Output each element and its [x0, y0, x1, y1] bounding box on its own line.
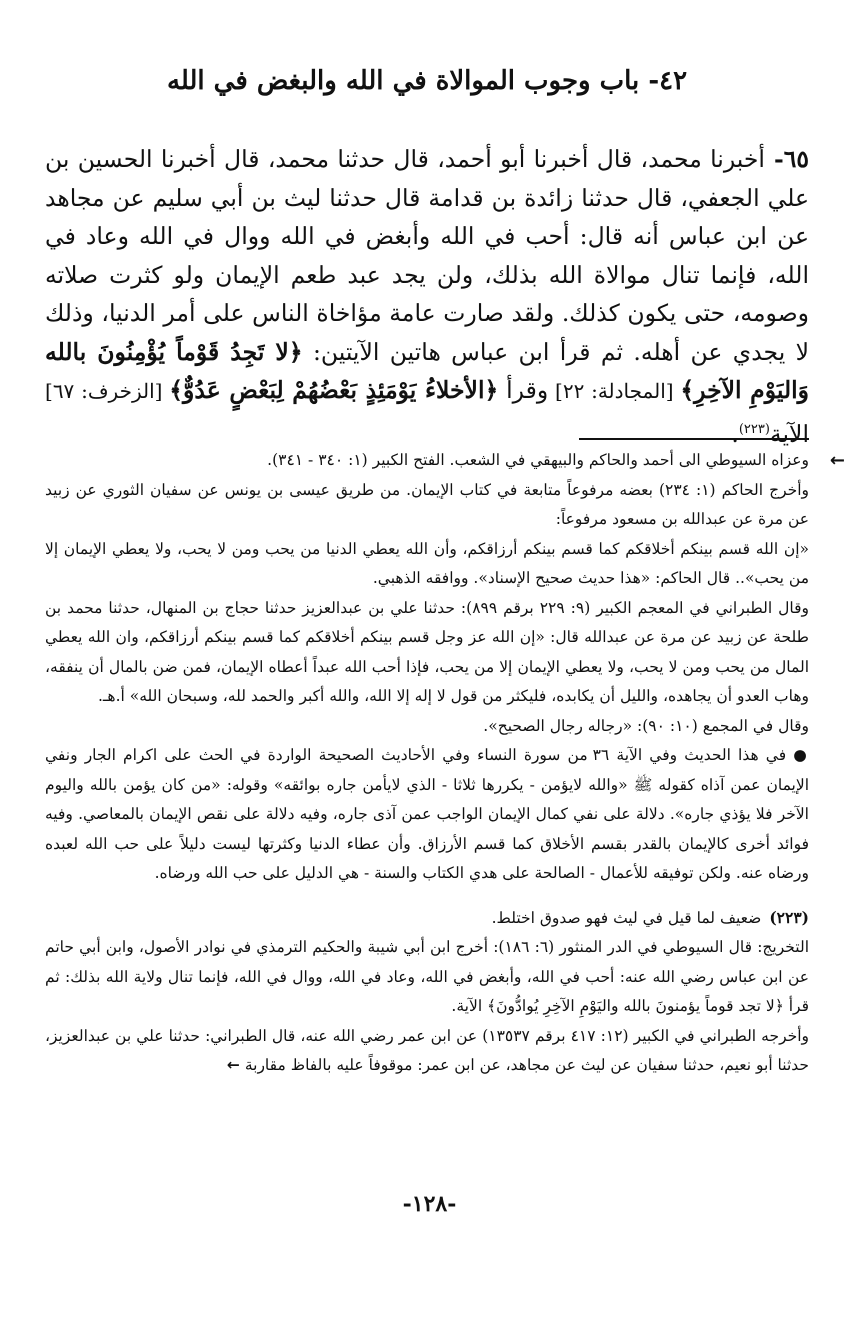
hadith-end: .: [731, 419, 739, 448]
footnotes-area: [45, 446, 845, 1081]
page-number: -١٢٨-: [402, 1191, 457, 1217]
hadith-number: ٦٥-: [764, 145, 810, 173]
hadith-tail: الآية: [769, 419, 809, 448]
hadith-body: أخبرنا محمد، قال أخبرنا أبو أحمد، قال حدثنا محمد، قال أخبرنا الحسين بن علي الجعفي، قال حدثنا زائدة بن قدامة قال حدثنا ليث بن أبي سليم عن مجاهد عن ابن عباس أنه قال: أحب في الله وأبغض في الله ووال في الله وعاد في الله، فإنما تنال موالاة الله بذلك، ولن يجد عبد طعم الإيمان ولو كثرت صلاته وصومه، حتى يكون كذلك. ولقد صارت عامة مؤاخاة الناس على أمر الدنيا، وذلك لا يجدي عن أهله. ثم قرأ ابن عباس هاتين الآيتين:: [45, 145, 809, 366]
continuation-arrow-icon: ←: [226, 1056, 240, 1074]
quran-ref-2: [الزخرف: ٦٧]: [45, 379, 170, 403]
continuation-arrow-icon: ←: [829, 450, 845, 471]
hadith-text: [45, 140, 810, 448]
note-line: وقال في المجمع (١٠: ٩٠): «رجاله رجال الصحيح».: [483, 716, 809, 735]
footnote-223: [45, 903, 809, 1081]
footnote-reference[interactable]: (٢٢٣): [738, 421, 770, 437]
note-line: ● في هذا الحديث وفي الآية ٣٦ من سورة النساء وفي الأحاديث الصحيحة الواردة في الحث على اكرام الجار ونفي الإيمان عمن آذاه كقوله ﷺ «والله لايؤمن - يكررها ثلاثا - الذي لايأمن جاره بوائقه» وقوله: «من كان يؤمن بالله واليوم الآخر فلا يؤذي جاره». دلالة على نفي كمال الإيمان الواجب عمن آذى جاره، وفيه دلالة على نقص الإيمان بالمعاصي. وفيه فوائد أخرى كالإيمان بالقدر بقسم الأخلاق كما قسم الأرزاق. وأن عطاء الدنيا وكثرتها ليست دليلاً على حب الله لعبده ورضاه عنه. ولكن توفيقه للأعمال - الصالحة على هدي الكتاب والسنة - هي الدليل على حب الله ورضاه.: [45, 746, 809, 882]
note-line: وأخرج الحاكم (١: ٢٣٤) بعضه مرفوعاً متابعة في كتاب الإيمان. من طريق عيسى بن يونس عن سفيان الثوري عن زبيد عن مرة عن عبدالله بن مسعود مرفوعاً:: [45, 480, 809, 528]
note-line: (٢٢٣)ضعيف لما قيل في ليث فهو صدوق اختلط.: [491, 907, 809, 927]
quran-quote-2: ﴿الأخلاءُ يَوْمَئِذٍ بَعْضُهُمْ لِبَعْضٍ عَدُوٌّ﴾: [169, 376, 499, 404]
note-line: وأخرجه الطبراني في الكبير (١٢: ٤١٧ برقم ١٣٥٣٧) عن ابن عمر رضي الله عنه، قال الطبراني: حدثنا علي بن عبدالعزيز، حدثنا أبو نعيم، حدثنا سفيان عن ليث عن مجاهد، عن ابن عمر: موقوفاً عليه بالفاظ مقاربة ←: [45, 1026, 809, 1074]
note-gap: [45, 889, 809, 903]
quran-ref-1: [المجادلة: ٢٢]: [548, 379, 681, 403]
note-line: وقال الطبراني في المعجم الكبير (٩: ٢٢٩ برقم ٨٩٩): حدثنا علي بن عبدالعزيز حدثنا حجاج بن المنهال، حدثنا محمد بن طلحة عن زبيد عن مرة عن عبدالله قال: «إن الله عز وجل قسم بينكم أخلاقكم كما قسم بينكم أرزاقكم، وان الله يعطي المال من يحب ومن لا يحب، ولا يعطي الإيمان إلا من يحب، فإذا أحب الله عبداً أعطاه الإيمان، فمن ضن بالمال أن ينفقه، وهاب العدو أن يجاهده، والليل أن يكابده، فليكثر من قول لا إله إلا الله، والله أكبر والحمد لله، وسبحان الله» أ.هـ.: [45, 598, 810, 705]
chapter-title: ٤٢- باب وجوب الموالاة في الله والبغض في الله: [166, 66, 688, 96]
continued-footnote: [45, 446, 845, 889]
hadith-and-read: وقرأ: [498, 376, 549, 404]
note-line: التخريج: قال السيوطي في الدر المنثور (٦: ١٨٦): أخرج ابن أبي شيبة والحكيم الترمذي في نوادر الأصول، وابن أبي حاتم عن ابن عباس رضي الله عنه: أحب في الله، وأبغض في الله، وعاد في الله، ووال في الله، فإنما تنال ولاية الله بذلك: ثم قرأ ﴿لا تجد قوماً يؤمنونَ بالله واليَوْمِ الآخِرِ يُوادُّونَ﴾ الآية.: [45, 938, 809, 1015]
note-line: وعزاه السيوطي الى أحمد والحاكم والبيهقي في الشعب. الفتح الكبير (١: ٣٤٠ - ٣٤١).: [267, 451, 809, 469]
quran-quote-1: ﴿لا تَجِدُ قَوْماً يُؤْمِنُونَ بالله وَاليَوْمِ الآخِرِ﴾: [45, 337, 809, 404]
footnote-number: (٢٢٣): [769, 907, 809, 927]
note-line: «إن الله قسم بينكم أخلاقكم كما قسم بينكم أرزاقكم، وأن الله يعطي الدنيا من يحب ومن لا يحب، ولا يعطي الإيمان إلا من يحب».. قال الحاكم: «هذا حديث صحيح الإسناد». ووافقه الذهبي.: [45, 539, 809, 587]
